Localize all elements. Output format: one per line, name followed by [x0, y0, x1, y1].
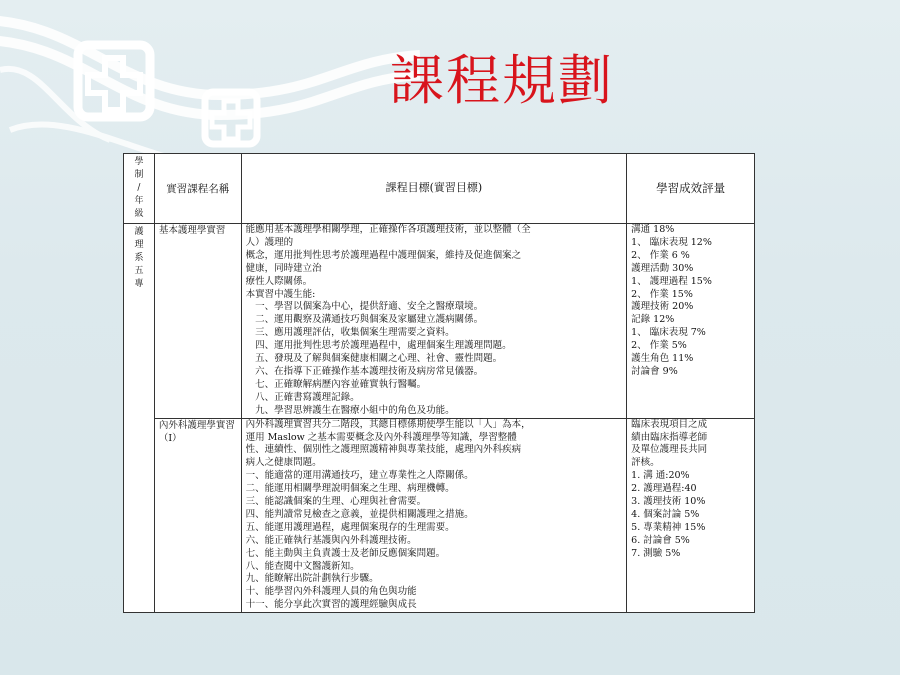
table-row	[124, 224, 755, 419]
header-system-year: 學 制 / 年 級	[124, 154, 155, 224]
table-row	[124, 418, 755, 613]
header-course-goal: 課程目標(實習目標)	[241, 154, 627, 224]
evaluation-cell: 溝通 18% 1、 臨床表現 12% 2、 作業 6 % 護理活動 30% 1、 護理過程 15% 2、 作業 15% 護理技術 20% 記錄 12% 1、 臨床表現 7% 2、 作業 5% 護生角色 11% 討論會 9%	[627, 224, 755, 419]
evaluation-cell: 臨床表現項目之成 績由臨床指導老師 及單位護理長共同 評核。 1. 溝 通:20% 2. 護理過程:40 3. 護理技術 10% 4. 個案討論 5% 5. 專業精神 15% 6. 討論會 5% 7. 測驗 5%	[627, 418, 755, 613]
program-cell: 護 理 系 五 專	[124, 224, 155, 613]
header-evaluation: 學習成效評量	[627, 154, 755, 224]
course-name-cell: 基本護理學實習	[154, 224, 241, 419]
slide-title: 課程規劃	[390, 49, 614, 112]
table-header-row	[124, 154, 755, 224]
course-plan-table	[123, 153, 755, 613]
course-name-cell: 內外科護理學實習（Ι）	[154, 418, 241, 613]
header-course-name: 實習課程名稱	[154, 154, 241, 224]
course-goal-cell: 內外科護理實習共分二階段，其總目標係期使學生能以「人」為本， 運用 Maslow 之基本需要概念及內外科護理學等知識，學習整體 性、連續性、個別性之護理照護精神與專業技能，處理內外科疾病 病人之健康問題。 一、能適當的運用溝通技巧，建立專業性之人際關係。 二、能運用相關學理說明個案之生理、病理機轉。 三、能認識個案的生理、心理與社會需要。 四、能判讀常見檢查之意義，並提供相關護理之措施。 五、能運用護理過程，處理個案現存的生理需要。 六、能正確執行基護與內外科護理技術。 七、能主動與主負責護士及老師反應個案問題。 八、能查閱中文醫護新知。 九、能瞭解出院計劃執行步驟。 十、能學習內外科護理人員的角色與功能 十一、能分享此次實習的護理經驗與成長	[241, 418, 627, 613]
course-goal-cell: 能應用基本護理學相關學理，正確操作各項護理技術，並以整體（全 人）護理的 概念，運用批判性思考於護理過程中護理個案，維持及促進個案之 健康，同時建立治 療性人際關係。 本實習中護生能: 一、學習以個案為中心，提供舒適、安全之醫療環境。 二、運用觀察及溝通技巧與個案及家屬建立護病關係。 三、應用護理評估，收集個案生理需要之資料。 四、運用批判性思考於護理過程中，處理個案生理護理問題。 五、發現及了解與個案健康相關之心理、社會、靈性問題。 六、在指導下正確操作基本護理技術及病房常見儀器。 七、正確瞭解病歷內容並確實執行醫囑。 八、正確書寫護理記錄。 九、學習思辨護生在醫療小組中的角色及功能。	[241, 224, 627, 419]
